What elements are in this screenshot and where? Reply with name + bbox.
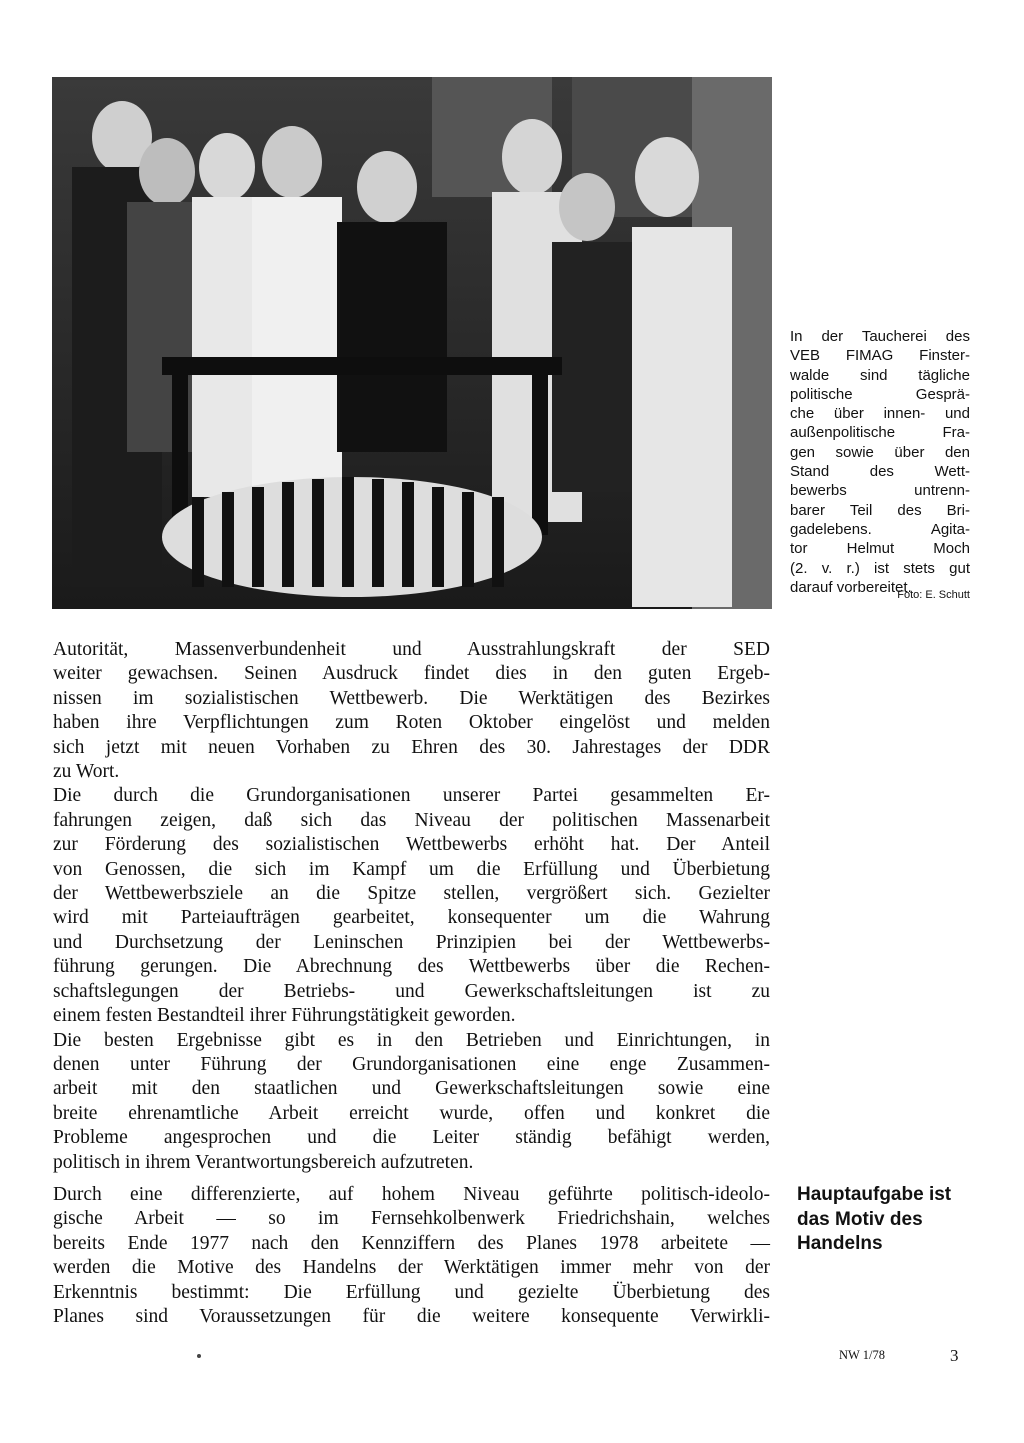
text-line: zur Förderung des sozialistischen Wettbewerbs erhöht hat. Der Anteil	[53, 834, 770, 856]
photo-credit: Foto: E. Schutt	[897, 589, 970, 601]
issue-label: NW 1/78	[839, 1348, 885, 1362]
text-line: der Wettbewerbsziele an die Spitze stellen, vergrößert sich. Gezielter	[53, 883, 770, 905]
photo-caption	[790, 327, 970, 597]
caption-line: tor Helmut Moch	[790, 540, 970, 558]
text-line: weiter gewachsen. Seinen Ausdruck findet dies in den guten Ergeb-	[53, 663, 770, 685]
page-number: 3	[950, 1346, 959, 1365]
text-line: zu Wort.	[53, 761, 120, 783]
photo-illustration	[52, 77, 772, 609]
caption-line: walde sind tägliche	[790, 366, 970, 384]
caption-line: (2. v. r.) ist stets gut	[790, 559, 970, 577]
text-line: und Durchsetzung der Leninschen Prinzipien bei der Wettbewerbs-	[53, 931, 770, 953]
text-line: fahrungen zeigen, daß sich das Niveau der politischen Massenarbeit	[53, 809, 770, 831]
caption-line: politische Gesprä-	[790, 385, 970, 403]
text-line: Probleme angesprochen und die Leiter ständig befähigt werden,	[53, 1127, 770, 1149]
text-line: breite ehrenamtliche Arbeit erreicht wurde, offen und konkret die	[53, 1102, 770, 1124]
caption-line: che über innen- und	[790, 405, 970, 423]
workers-photo	[52, 77, 772, 609]
caption-line: Stand des Wett-	[790, 463, 970, 481]
side-heading-line: Hauptaufgabe ist	[797, 1184, 952, 1205]
caption-line: In der Taucherei des	[790, 328, 970, 345]
text-line: Autorität, Massenverbundenheit und Ausstrahlungskraft der SED	[53, 639, 770, 660]
text-line: denen unter Führung der Grundorganisationen eine enge Zusammen-	[53, 1053, 770, 1075]
text-line: Planes sind Voraussetzungen für die weitere konsequente Verwirkli-	[53, 1306, 770, 1328]
paragraph-1	[53, 638, 770, 784]
text-line: werden die Motive des Handelns der Werktätigen immer mehr von der	[53, 1257, 770, 1279]
paragraph-4	[53, 1183, 770, 1329]
caption-line: gen sowie über den	[790, 443, 970, 461]
article-body	[53, 638, 770, 1175]
caption-line: barer Teil des Bri-	[790, 501, 970, 519]
text-line: wird mit Parteiaufträgen gearbeitet, konsequenter um die Wahrung	[53, 907, 770, 929]
text-line: Die besten Ergebnisse gibt es in den Betrieben und Einrichtungen, in	[53, 1029, 770, 1051]
text-line: arbeit mit den staatlichen und Gewerkschaftsleitungen sowie eine	[53, 1078, 770, 1100]
text-line: Erkenntnis bestimmt: Die Erfüllung und gezielte Überbietung des	[53, 1281, 770, 1303]
text-line: gische Arbeit — so im Fernsehkolbenwerk Friedrichshain, welches	[53, 1208, 770, 1230]
caption-line: bewerbs untrenn-	[790, 482, 970, 500]
side-heading	[797, 1183, 977, 1257]
caption-line: gadelebens. Agita-	[790, 520, 970, 538]
text-line: Durch eine differenzierte, auf hohem Niveau geführte politisch-ideolo-	[53, 1184, 770, 1205]
caption-line: außenpolitische Fra-	[790, 424, 970, 442]
text-line: führung gerungen. Die Abrechnung des Wettbewerbs über die Rechen-	[53, 956, 770, 978]
text-line: nissen im sozialistischen Wettbewerb. Die Werktätigen des Bezirkes	[53, 687, 770, 709]
paragraph-2	[53, 784, 770, 1028]
text-line: Die durch die Grundorganisationen unserer Partei gesammelten Er-	[53, 785, 770, 807]
text-line: haben ihre Verpflichtungen zum Roten Oktober eingelöst und melden	[53, 712, 770, 734]
text-line: von Genossen, die sich im Kampf um die Erfüllung und Überbietung	[53, 858, 770, 880]
text-line: politisch in ihrem Verantwortungsbereich aufzutreten.	[53, 1151, 474, 1173]
text-line: schaftslegungen der Betriebs- und Gewerkschaftsleitungen ist zu	[53, 980, 770, 1002]
text-line: sich jetzt mit neuen Vorhaben zu Ehren des 30. Jahrestages der DDR	[53, 736, 770, 758]
text-line: einem festen Bestandteil ihrer Führungstätigkeit geworden.	[53, 1005, 516, 1027]
text-line: bereits Ende 1977 nach den Kennziffern des Planes 1978 arbeitete —	[53, 1232, 770, 1254]
print-speck	[197, 1354, 201, 1358]
caption-line: darauf vorbereitet.	[790, 578, 912, 596]
side-heading-line: Handelns	[797, 1233, 883, 1254]
caption-line: VEB FIMAG Finster-	[790, 347, 970, 365]
side-heading-line: das Motiv des	[797, 1208, 923, 1230]
paragraph-3	[53, 1029, 770, 1175]
